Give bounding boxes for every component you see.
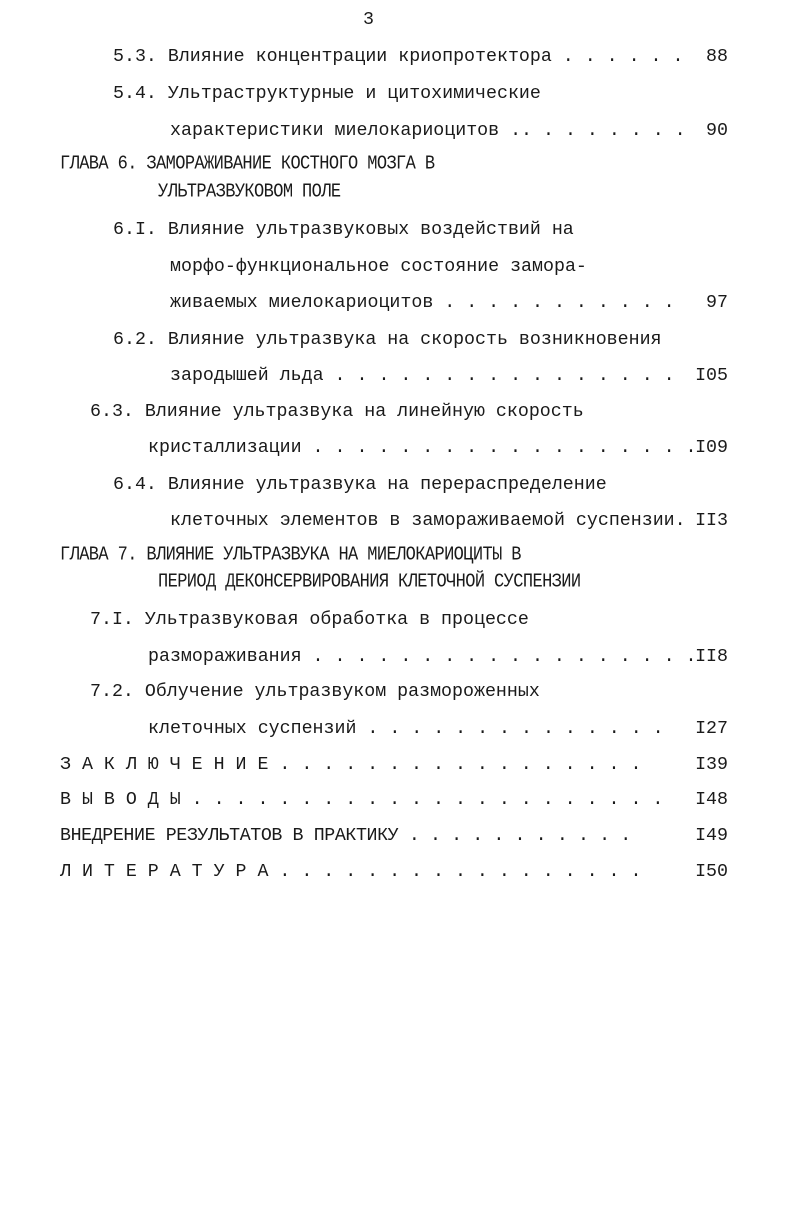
toc-entry-6-4: 6.4. Влияние ультразвука на перераспределение: [113, 475, 607, 495]
page-number: 3: [363, 10, 374, 30]
toc-entry-6-3: 6.3. Влияние ультразвука на линейную скорость: [90, 402, 584, 422]
toc-entry-conclusion: З А К Л Ю Ч Е Н И Е . . . . . . . . . . . . . . . . .: [60, 755, 642, 775]
toc-entry-7-1-cont: размораживания . . . . . . . . . . . . . . . . . .: [148, 647, 697, 667]
toc-entry-7-2-cont: клеточных суспензий . . . . . . . . . . . . . .: [148, 719, 664, 739]
toc-page-5-3: 88: [706, 47, 728, 67]
toc-page-7-1: II8: [695, 647, 728, 667]
toc-entry-5-3: 5.3. Влияние концентрации криопротектора . . . . . .: [113, 47, 684, 67]
toc-page-literature: I50: [695, 862, 728, 882]
toc-entry-6-3-cont: кристаллизации . . . . . . . . . . . . . . . . . .: [148, 438, 697, 458]
toc-page-7-2: I27: [695, 719, 728, 739]
toc-entry-7-1: 7.I. Ультразвуковая обработка в процессе: [90, 610, 529, 630]
toc-page-5-4: 90: [706, 121, 728, 141]
toc-entry-6-2-cont: зародышей льда . . . . . . . . . . . . . . . .: [170, 366, 675, 386]
toc-entry-findings: В Ы В О Д Ы . . . . . . . . . . . . . . . . . . . . . .: [60, 790, 664, 810]
toc-entry-implementation: ВНЕДРЕНИЕ РЕЗУЛЬТАТОВ В ПРАКТИКУ . . . . . . . . . . .: [60, 826, 631, 846]
toc-page-findings: I48: [695, 790, 728, 810]
toc-page-6-2: I05: [695, 366, 728, 386]
toc-entry-7-2: 7.2. Облучение ультразвуком размороженных: [90, 682, 540, 702]
toc-page-6-3: I09: [695, 438, 728, 458]
toc-page-6-4: II3: [695, 511, 728, 531]
toc-entry-6-1-cont2: живаемых миелокариоцитов . . . . . . . . . . .: [170, 293, 675, 313]
toc-entry-5-4-cont: характеристики миелокариоцитов .. . . . . . . .: [170, 121, 686, 141]
toc-entry-6-1: 6.I. Влияние ультразвуковых воздействий на: [113, 220, 574, 240]
chapter-7-heading: ГЛАВА 7. ВЛИЯНИЕ УЛЬТРАЗВУКА НА МИЕЛОКАРИОЦИТЫ В: [60, 544, 521, 567]
toc-entry-6-4-cont: клеточных элементов в замораживаемой суспензии.: [170, 511, 686, 531]
toc-entry-literature: Л И Т Е Р А Т У Р А . . . . . . . . . . . . . . . . .: [60, 862, 642, 882]
toc-entry-6-2: 6.2. Влияние ультразвука на скорость возникновения: [113, 330, 662, 350]
chapter-7-heading-cont: ПЕРИОД ДЕКОНСЕРВИРОВАНИЯ КЛЕТОЧНОЙ СУСПЕНЗИИ: [158, 571, 581, 594]
chapter-6-heading: ГЛАВА 6. ЗАМОРАЖИВАНИЕ КОСТНОГО МОЗГА В: [60, 153, 435, 176]
toc-page-implementation: I49: [695, 826, 728, 846]
toc-page-conclusion: I39: [695, 755, 728, 775]
chapter-6-heading-cont: УЛЬТРАЗВУКОВОМ ПОЛЕ: [158, 181, 341, 204]
toc-page-6-1: 97: [706, 293, 728, 313]
toc-entry-5-4: 5.4. Ультраструктурные и цитохимические: [113, 84, 541, 104]
toc-entry-6-1-cont: морфо-функциональное состояние замора-: [170, 257, 587, 277]
